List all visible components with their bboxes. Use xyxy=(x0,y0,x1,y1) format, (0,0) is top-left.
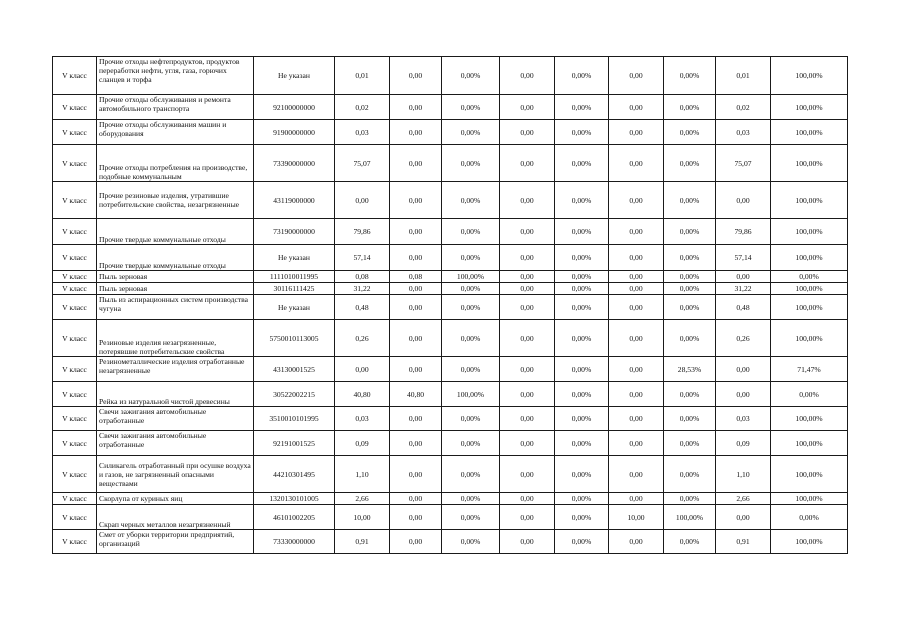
class-cell: V класс xyxy=(53,320,97,357)
waste-name-cell: Смет от уборки территории предприятий, организаций xyxy=(97,530,254,554)
code-cell: 1111010011995 xyxy=(254,271,335,283)
neutralized-pct-cell: 0,00% xyxy=(555,245,609,271)
transferred-cell: 0,00 xyxy=(609,295,664,320)
class-cell: V класс xyxy=(53,57,97,95)
transferred-cell: 0,00 xyxy=(609,182,664,219)
class-cell: V класс xyxy=(53,182,97,219)
neutralized-cell: 0,00 xyxy=(500,407,555,431)
utilized-cell: 0,08 xyxy=(390,271,442,283)
table-row xyxy=(53,245,848,271)
neutralized-pct-cell: 0,00% xyxy=(555,57,609,95)
code-cell: 30522002215 xyxy=(254,382,335,407)
table-row xyxy=(53,95,848,120)
neutralized-pct-cell: 0,00% xyxy=(555,530,609,554)
code-cell: 92191001525 xyxy=(254,431,335,456)
waste-name-cell: Скрап черных металлов незагрязненный xyxy=(97,505,254,530)
neutralized-pct-cell: 0,00% xyxy=(555,271,609,283)
neutralized-pct-cell: 0,00% xyxy=(555,219,609,245)
total-mass-cell: 0,09 xyxy=(335,431,390,456)
table-row xyxy=(53,382,848,407)
code-cell: 43119000000 xyxy=(254,182,335,219)
waste-name-cell: Прочие твердые коммунальные отходы xyxy=(97,219,254,245)
total-mass-cell: 40,80 xyxy=(335,382,390,407)
transferred-cell: 0,00 xyxy=(609,283,664,295)
disposed-pct-cell: 71,47% xyxy=(771,357,848,382)
disposed-pct-cell: 100,00% xyxy=(771,530,848,554)
transferred-pct-cell: 0,00% xyxy=(664,382,716,407)
class-cell: V класс xyxy=(53,219,97,245)
disposed-pct-cell: 100,00% xyxy=(771,283,848,295)
disposed-pct-cell: 100,00% xyxy=(771,295,848,320)
total-mass-cell: 0,00 xyxy=(335,357,390,382)
neutralized-cell: 0,00 xyxy=(500,182,555,219)
transferred-pct-cell: 0,00% xyxy=(664,456,716,493)
neutralized-cell: 0,00 xyxy=(500,271,555,283)
neutralized-cell: 0,00 xyxy=(500,295,555,320)
utilized-cell: 0,00 xyxy=(390,320,442,357)
total-mass-cell: 57,14 xyxy=(335,245,390,271)
table-row xyxy=(53,530,848,554)
utilized-cell: 40,80 xyxy=(390,382,442,407)
disposed-pct-cell: 0,00% xyxy=(771,505,848,530)
total-mass-cell: 0,48 xyxy=(335,295,390,320)
utilized-pct-cell: 0,00% xyxy=(442,530,500,554)
utilized-pct-cell: 0,00% xyxy=(442,120,500,145)
utilized-cell: 0,00 xyxy=(390,493,442,505)
class-cell: V класс xyxy=(53,295,97,320)
transferred-pct-cell: 0,00% xyxy=(664,219,716,245)
neutralized-cell: 0,00 xyxy=(500,382,555,407)
total-mass-cell: 0,91 xyxy=(335,530,390,554)
transferred-cell: 0,00 xyxy=(609,530,664,554)
utilized-pct-cell: 0,00% xyxy=(442,219,500,245)
waste-name-cell: Прочие отходы обслуживания машин и оборудования xyxy=(97,120,254,145)
table-row xyxy=(53,295,848,320)
disposed-pct-cell: 100,00% xyxy=(771,57,848,95)
disposed-cell: 0,03 xyxy=(716,407,771,431)
disposed-cell: 75,07 xyxy=(716,145,771,182)
code-cell: Не указан xyxy=(254,295,335,320)
neutralized-pct-cell: 0,00% xyxy=(555,320,609,357)
transferred-pct-cell: 0,00% xyxy=(664,145,716,182)
utilized-cell: 0,00 xyxy=(390,456,442,493)
transferred-cell: 0,00 xyxy=(609,431,664,456)
table-row xyxy=(53,431,848,456)
waste-name-cell: Свечи зажигания автомобильные отработанные xyxy=(97,431,254,456)
utilized-pct-cell: 0,00% xyxy=(442,95,500,120)
class-cell: V класс xyxy=(53,493,97,505)
waste-name-cell: Пыль зерновая xyxy=(97,283,254,295)
neutralized-cell: 0,00 xyxy=(500,120,555,145)
disposed-pct-cell: 100,00% xyxy=(771,320,848,357)
total-mass-cell: 75,07 xyxy=(335,145,390,182)
transferred-pct-cell: 0,00% xyxy=(664,407,716,431)
utilized-pct-cell: 0,00% xyxy=(442,357,500,382)
disposed-pct-cell: 100,00% xyxy=(771,120,848,145)
disposed-pct-cell: 100,00% xyxy=(771,95,848,120)
utilized-pct-cell: 0,00% xyxy=(442,493,500,505)
neutralized-cell: 0,00 xyxy=(500,320,555,357)
neutralized-cell: 0,00 xyxy=(500,357,555,382)
disposed-cell: 0,03 xyxy=(716,120,771,145)
transferred-cell: 0,00 xyxy=(609,245,664,271)
neutralized-cell: 0,00 xyxy=(500,505,555,530)
utilized-cell: 0,00 xyxy=(390,407,442,431)
table-row xyxy=(53,493,848,505)
neutralized-cell: 0,00 xyxy=(500,431,555,456)
neutralized-pct-cell: 0,00% xyxy=(555,283,609,295)
code-cell: Не указан xyxy=(254,245,335,271)
waste-table xyxy=(52,56,848,554)
total-mass-cell: 0,01 xyxy=(335,57,390,95)
utilized-cell: 0,00 xyxy=(390,145,442,182)
table-row xyxy=(53,407,848,431)
waste-name-cell: Рейка из натуральной чистой древесины xyxy=(97,382,254,407)
neutralized-pct-cell: 0,00% xyxy=(555,382,609,407)
total-mass-cell: 0,26 xyxy=(335,320,390,357)
transferred-cell: 0,00 xyxy=(609,407,664,431)
utilized-cell: 0,00 xyxy=(390,283,442,295)
neutralized-pct-cell: 0,00% xyxy=(555,493,609,505)
neutralized-cell: 0,00 xyxy=(500,219,555,245)
transferred-pct-cell: 0,00% xyxy=(664,245,716,271)
utilized-cell: 0,00 xyxy=(390,295,442,320)
disposed-pct-cell: 100,00% xyxy=(771,456,848,493)
disposed-cell: 31,22 xyxy=(716,283,771,295)
total-mass-cell: 79,86 xyxy=(335,219,390,245)
neutralized-pct-cell: 0,00% xyxy=(555,357,609,382)
class-cell: V класс xyxy=(53,456,97,493)
code-cell: 73190000000 xyxy=(254,219,335,245)
waste-name-cell: Прочие отходы потребления на производстве, подобные коммунальным xyxy=(97,145,254,182)
waste-name-cell: Прочие резиновые изделия, утратившие потребительские свойства, незагрязненные xyxy=(97,182,254,219)
neutralized-cell: 0,00 xyxy=(500,57,555,95)
utilized-pct-cell: 0,00% xyxy=(442,295,500,320)
neutralized-pct-cell: 0,00% xyxy=(555,120,609,145)
transferred-pct-cell: 28,53% xyxy=(664,357,716,382)
disposed-cell: 0,01 xyxy=(716,57,771,95)
neutralized-cell: 0,00 xyxy=(500,245,555,271)
code-cell: 46101002205 xyxy=(254,505,335,530)
neutralized-cell: 0,00 xyxy=(500,283,555,295)
disposed-pct-cell: 0,00% xyxy=(771,271,848,283)
code-cell: 30116111425 xyxy=(254,283,335,295)
transferred-cell: 0,00 xyxy=(609,271,664,283)
transferred-pct-cell: 0,00% xyxy=(664,283,716,295)
waste-name-cell: Прочие отходы обслуживания и ремонта автомобильного транспорта xyxy=(97,95,254,120)
disposed-pct-cell: 100,00% xyxy=(771,431,848,456)
neutralized-cell: 0,00 xyxy=(500,95,555,120)
disposed-cell: 79,86 xyxy=(716,219,771,245)
code-cell: 1320130101005 xyxy=(254,493,335,505)
class-cell: V класс xyxy=(53,357,97,382)
transferred-cell: 0,00 xyxy=(609,57,664,95)
transferred-pct-cell: 0,00% xyxy=(664,120,716,145)
class-cell: V класс xyxy=(53,120,97,145)
code-cell: 43130001525 xyxy=(254,357,335,382)
waste-name-cell: Пыль из аспирационных систем производства чугуна xyxy=(97,295,254,320)
transferred-pct-cell: 0,00% xyxy=(664,182,716,219)
utilized-pct-cell: 0,00% xyxy=(442,431,500,456)
total-mass-cell: 10,00 xyxy=(335,505,390,530)
code-cell: 91900000000 xyxy=(254,120,335,145)
disposed-cell: 57,14 xyxy=(716,245,771,271)
total-mass-cell: 2,66 xyxy=(335,493,390,505)
transferred-pct-cell: 0,00% xyxy=(664,57,716,95)
neutralized-pct-cell: 0,00% xyxy=(555,505,609,530)
disposed-pct-cell: 100,00% xyxy=(771,145,848,182)
disposed-cell: 0,00 xyxy=(716,505,771,530)
class-cell: V класс xyxy=(53,505,97,530)
code-cell: 73330000000 xyxy=(254,530,335,554)
utilized-cell: 0,00 xyxy=(390,57,442,95)
utilized-pct-cell: 0,00% xyxy=(442,145,500,182)
waste-name-cell: Резиновые изделия незагрязненные, потерявшие потребительские свойства xyxy=(97,320,254,357)
total-mass-cell: 0,03 xyxy=(335,407,390,431)
code-cell: Не указан xyxy=(254,57,335,95)
transferred-pct-cell: 100,00% xyxy=(664,505,716,530)
total-mass-cell: 0,02 xyxy=(335,95,390,120)
waste-name-cell: Резинометаллические изделия отработанные незагрязненные xyxy=(97,357,254,382)
total-mass-cell: 0,00 xyxy=(335,182,390,219)
utilized-pct-cell: 0,00% xyxy=(442,407,500,431)
utilized-pct-cell: 100,00% xyxy=(442,271,500,283)
table-row xyxy=(53,219,848,245)
neutralized-pct-cell: 0,00% xyxy=(555,182,609,219)
utilized-pct-cell: 0,00% xyxy=(442,456,500,493)
transferred-pct-cell: 0,00% xyxy=(664,530,716,554)
code-cell: 73390000000 xyxy=(254,145,335,182)
disposed-cell: 0,00 xyxy=(716,271,771,283)
disposed-pct-cell: 100,00% xyxy=(771,493,848,505)
neutralized-pct-cell: 0,00% xyxy=(555,295,609,320)
disposed-cell: 0,00 xyxy=(716,182,771,219)
table-row xyxy=(53,320,848,357)
total-mass-cell: 31,22 xyxy=(335,283,390,295)
class-cell: V класс xyxy=(53,407,97,431)
disposed-pct-cell: 100,00% xyxy=(771,407,848,431)
transferred-pct-cell: 0,00% xyxy=(664,493,716,505)
neutralized-pct-cell: 0,00% xyxy=(555,431,609,456)
code-cell: 44210301495 xyxy=(254,456,335,493)
transferred-cell: 0,00 xyxy=(609,95,664,120)
table-row xyxy=(53,120,848,145)
utilized-pct-cell: 0,00% xyxy=(442,505,500,530)
code-cell: 3510010101995 xyxy=(254,407,335,431)
disposed-cell: 0,48 xyxy=(716,295,771,320)
disposed-cell: 0,26 xyxy=(716,320,771,357)
waste-table-body xyxy=(53,57,848,554)
disposed-cell: 1,10 xyxy=(716,456,771,493)
transferred-cell: 10,00 xyxy=(609,505,664,530)
table-row xyxy=(53,357,848,382)
transferred-cell: 0,00 xyxy=(609,219,664,245)
transferred-cell: 0,00 xyxy=(609,145,664,182)
waste-name-cell: Свечи зажигания автомобильные отработанные xyxy=(97,407,254,431)
neutralized-cell: 0,00 xyxy=(500,530,555,554)
neutralized-cell: 0,00 xyxy=(500,493,555,505)
utilized-pct-cell: 0,00% xyxy=(442,245,500,271)
total-mass-cell: 0,08 xyxy=(335,271,390,283)
waste-name-cell: Пыль зерновая xyxy=(97,271,254,283)
transferred-cell: 0,00 xyxy=(609,382,664,407)
code-cell: 5750010113005 xyxy=(254,320,335,357)
disposed-cell: 2,66 xyxy=(716,493,771,505)
utilized-cell: 0,00 xyxy=(390,120,442,145)
utilized-cell: 0,00 xyxy=(390,95,442,120)
utilized-cell: 0,00 xyxy=(390,357,442,382)
transferred-pct-cell: 0,00% xyxy=(664,431,716,456)
transferred-cell: 0,00 xyxy=(609,493,664,505)
utilized-cell: 0,00 xyxy=(390,219,442,245)
disposed-cell: 0,00 xyxy=(716,382,771,407)
class-cell: V класс xyxy=(53,431,97,456)
waste-name-cell: Силикагель отработанный при осушке воздуха и газов, не загрязненный опасными веществами xyxy=(97,456,254,493)
waste-name-cell: Прочие отходы нефтепродуктов, продуктов переработки нефти, угля, газа, горючих сланцев и торфа xyxy=(97,57,254,95)
disposed-pct-cell: 100,00% xyxy=(771,219,848,245)
utilized-pct-cell: 100,00% xyxy=(442,382,500,407)
transferred-cell: 0,00 xyxy=(609,357,664,382)
neutralized-cell: 0,00 xyxy=(500,456,555,493)
utilized-cell: 0,00 xyxy=(390,505,442,530)
table-row xyxy=(53,271,848,283)
neutralized-cell: 0,00 xyxy=(500,145,555,182)
utilized-cell: 0,00 xyxy=(390,530,442,554)
class-cell: V класс xyxy=(53,95,97,120)
class-cell: V класс xyxy=(53,283,97,295)
total-mass-cell: 0,03 xyxy=(335,120,390,145)
disposed-pct-cell: 100,00% xyxy=(771,245,848,271)
table-row xyxy=(53,57,848,95)
disposed-cell: 0,91 xyxy=(716,530,771,554)
class-cell: V класс xyxy=(53,382,97,407)
utilized-pct-cell: 0,00% xyxy=(442,57,500,95)
neutralized-pct-cell: 0,00% xyxy=(555,145,609,182)
disposed-pct-cell: 100,00% xyxy=(771,182,848,219)
transferred-pct-cell: 0,00% xyxy=(664,320,716,357)
table-row xyxy=(53,456,848,493)
neutralized-pct-cell: 0,00% xyxy=(555,407,609,431)
class-cell: V класс xyxy=(53,145,97,182)
transferred-pct-cell: 0,00% xyxy=(664,295,716,320)
table-row xyxy=(53,145,848,182)
disposed-pct-cell: 0,00% xyxy=(771,382,848,407)
utilized-cell: 0,00 xyxy=(390,431,442,456)
code-cell: 92100000000 xyxy=(254,95,335,120)
transferred-pct-cell: 0,00% xyxy=(664,95,716,120)
utilized-cell: 0,00 xyxy=(390,245,442,271)
table-row xyxy=(53,182,848,219)
transferred-cell: 0,00 xyxy=(609,456,664,493)
class-cell: V класс xyxy=(53,245,97,271)
class-cell: V класс xyxy=(53,530,97,554)
neutralized-pct-cell: 0,00% xyxy=(555,456,609,493)
disposed-cell: 0,09 xyxy=(716,431,771,456)
disposed-cell: 0,00 xyxy=(716,357,771,382)
disposed-cell: 0,02 xyxy=(716,95,771,120)
transferred-pct-cell: 0,00% xyxy=(664,271,716,283)
utilized-pct-cell: 0,00% xyxy=(442,283,500,295)
neutralized-pct-cell: 0,00% xyxy=(555,95,609,120)
utilized-pct-cell: 0,00% xyxy=(442,320,500,357)
utilized-cell: 0,00 xyxy=(390,182,442,219)
waste-name-cell: Скорлупа от куриных яиц xyxy=(97,493,254,505)
total-mass-cell: 1,10 xyxy=(335,456,390,493)
transferred-cell: 0,00 xyxy=(609,320,664,357)
table-row xyxy=(53,283,848,295)
utilized-pct-cell: 0,00% xyxy=(442,182,500,219)
table-row xyxy=(53,505,848,530)
class-cell: V класс xyxy=(53,271,97,283)
transferred-cell: 0,00 xyxy=(609,120,664,145)
waste-name-cell: Прочие твердые коммунальные отходы xyxy=(97,245,254,271)
